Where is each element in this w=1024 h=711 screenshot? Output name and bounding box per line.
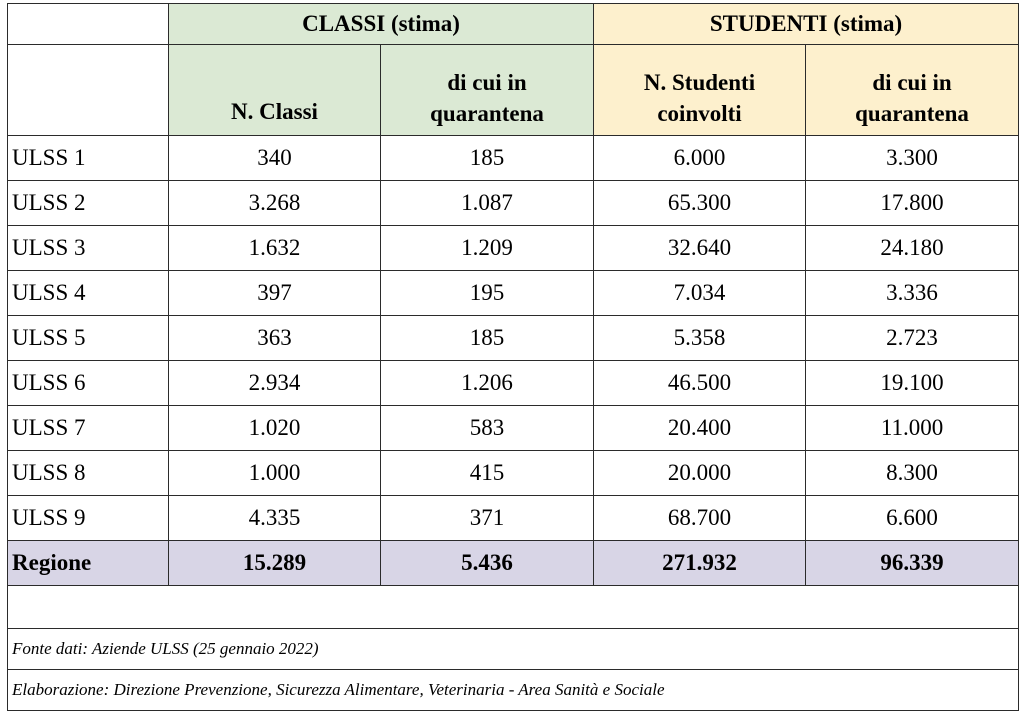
corner-cell-2 xyxy=(8,45,169,136)
cell-classi-quarantena: 1.206 xyxy=(381,361,594,406)
table-row xyxy=(8,316,1019,361)
blank-row xyxy=(8,586,1019,629)
source-note-row xyxy=(8,629,1019,670)
cell-classi-quarantena: 1.087 xyxy=(381,181,594,226)
group-header-row xyxy=(8,4,1019,45)
cell-n-studenti: 6.000 xyxy=(594,136,806,181)
table-row xyxy=(8,136,1019,181)
table-row xyxy=(8,406,1019,451)
cell-n-studenti: 32.640 xyxy=(594,226,806,271)
row-label: ULSS 9 xyxy=(8,496,169,541)
col-header-n-studenti-line1: N. Studenti xyxy=(643,69,756,95)
cell-n-studenti: 20.000 xyxy=(594,451,806,496)
row-label: ULSS 5 xyxy=(8,316,169,361)
cell-n-classi: 2.934 xyxy=(169,361,381,406)
table-row xyxy=(8,226,1019,271)
cell-classi-quarantena: 1.209 xyxy=(381,226,594,271)
group-header-classi: CLASSI (stima) xyxy=(169,4,594,45)
cell-n-classi: 397 xyxy=(169,271,381,316)
cell-n-studenti: 7.034 xyxy=(594,271,806,316)
quarantine-table xyxy=(7,3,1019,711)
col-header-n-classi-label: N. Classi xyxy=(231,98,318,124)
cell-classi-quarantena: 195 xyxy=(381,271,594,316)
cell-studenti-quarantena: 3.300 xyxy=(806,136,1019,181)
total-label: Regione xyxy=(8,541,169,586)
col-header-studenti-quarantena xyxy=(806,45,1019,136)
cell-n-studenti: 68.700 xyxy=(594,496,806,541)
cell-studenti-quarantena: 6.600 xyxy=(806,496,1019,541)
row-label: ULSS 4 xyxy=(8,271,169,316)
row-label: ULSS 1 xyxy=(8,136,169,181)
cell-n-classi: 363 xyxy=(169,316,381,361)
cell-studenti-quarantena: 2.723 xyxy=(806,316,1019,361)
total-classi-quarantena: 5.436 xyxy=(381,541,594,586)
table-row xyxy=(8,451,1019,496)
col-header-classi-quarantena-line2: quarantena xyxy=(430,100,544,126)
cell-n-classi: 1.000 xyxy=(169,451,381,496)
table-row xyxy=(8,496,1019,541)
row-label: ULSS 8 xyxy=(8,451,169,496)
row-label: ULSS 7 xyxy=(8,406,169,451)
col-header-n-classi xyxy=(169,45,381,136)
cell-studenti-quarantena: 8.300 xyxy=(806,451,1019,496)
cell-n-studenti: 20.400 xyxy=(594,406,806,451)
table-row xyxy=(8,181,1019,226)
cell-classi-quarantena: 415 xyxy=(381,451,594,496)
row-label: ULSS 2 xyxy=(8,181,169,226)
total-row xyxy=(8,541,1019,586)
cell-n-classi: 340 xyxy=(169,136,381,181)
elaboration-note-row xyxy=(8,670,1019,711)
total-n-classi: 15.289 xyxy=(169,541,381,586)
col-header-studenti-quarantena-line1: di cui in xyxy=(872,69,952,95)
column-header-row xyxy=(8,45,1019,136)
col-header-classi-quarantena xyxy=(381,45,594,136)
cell-studenti-quarantena: 17.800 xyxy=(806,181,1019,226)
cell-studenti-quarantena: 11.000 xyxy=(806,406,1019,451)
row-label: ULSS 6 xyxy=(8,361,169,406)
cell-studenti-quarantena: 24.180 xyxy=(806,226,1019,271)
elaboration-note: Elaborazione: Direzione Prevenzione, Sicurezza Alimentare, Veterinaria - Area Sanità e Sociale xyxy=(8,670,1019,711)
col-header-studenti-quarantena-line2: quarantena xyxy=(855,100,969,126)
total-n-studenti: 271.932 xyxy=(594,541,806,586)
cell-n-classi: 1.020 xyxy=(169,406,381,451)
row-label: ULSS 3 xyxy=(8,226,169,271)
source-note: Fonte dati: Aziende ULSS (25 gennaio 2022) xyxy=(8,629,1019,670)
total-studenti-quarantena: 96.339 xyxy=(806,541,1019,586)
cell-studenti-quarantena: 19.100 xyxy=(806,361,1019,406)
blank-cell xyxy=(8,586,1019,629)
table-row xyxy=(8,361,1019,406)
cell-n-studenti: 46.500 xyxy=(594,361,806,406)
cell-classi-quarantena: 185 xyxy=(381,136,594,181)
cell-n-studenti: 65.300 xyxy=(594,181,806,226)
cell-studenti-quarantena: 3.336 xyxy=(806,271,1019,316)
cell-n-classi: 3.268 xyxy=(169,181,381,226)
cell-classi-quarantena: 185 xyxy=(381,316,594,361)
corner-cell xyxy=(8,4,169,45)
cell-classi-quarantena: 371 xyxy=(381,496,594,541)
cell-n-classi: 1.632 xyxy=(169,226,381,271)
cell-n-studenti: 5.358 xyxy=(594,316,806,361)
cell-classi-quarantena: 583 xyxy=(381,406,594,451)
col-header-n-studenti-line2: coinvolti xyxy=(657,100,742,126)
group-header-studenti: STUDENTI (stima) xyxy=(594,4,1019,45)
cell-n-classi: 4.335 xyxy=(169,496,381,541)
col-header-classi-quarantena-line1: di cui in xyxy=(447,69,527,95)
table-row xyxy=(8,271,1019,316)
col-header-n-studenti xyxy=(594,45,806,136)
